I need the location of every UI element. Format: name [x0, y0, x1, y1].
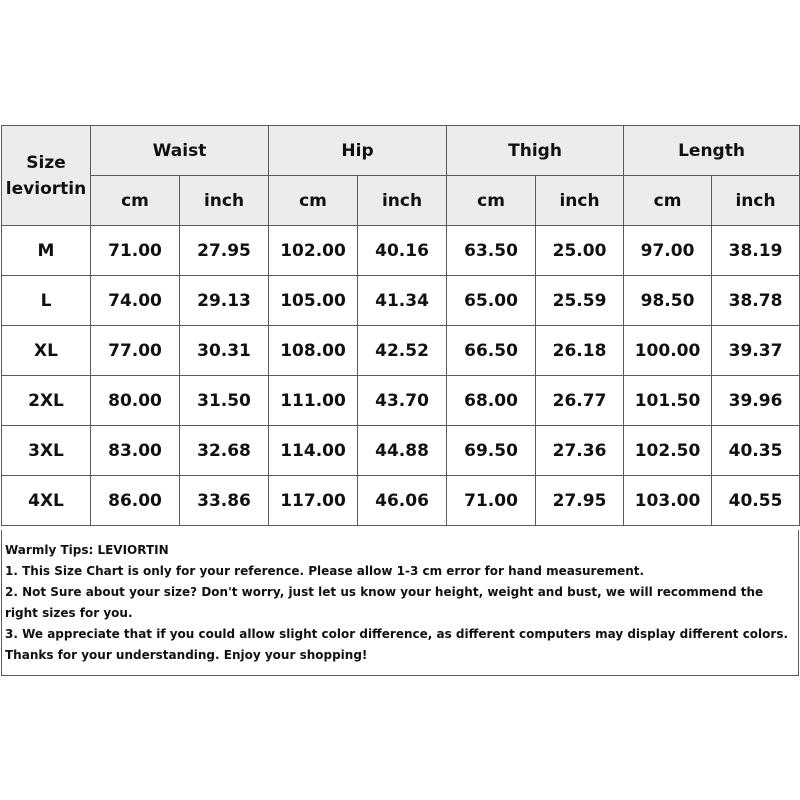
value-cell: 74.00 — [91, 276, 180, 326]
value-cell: 29.13 — [180, 276, 269, 326]
table-row — [2, 226, 800, 276]
value-cell: 40.35 — [712, 426, 800, 476]
unit-header-cell: cm — [624, 176, 712, 226]
value-cell: 44.88 — [358, 426, 447, 476]
value-cell: 86.00 — [91, 476, 180, 526]
value-cell: 33.86 — [180, 476, 269, 526]
table-row — [2, 426, 800, 476]
value-cell: 40.16 — [358, 226, 447, 276]
group-header-row — [2, 126, 800, 176]
tip-line: 1. This Size Chart is only for your reference. Please allow 1-3 cm error for hand measurement. — [5, 564, 645, 578]
unit-header-cell: inch — [712, 176, 800, 226]
size-chart-table — [1, 125, 800, 526]
table-row — [2, 376, 800, 426]
value-cell: 26.18 — [536, 326, 624, 376]
thigh-header: Thigh — [447, 126, 624, 176]
value-cell: 38.19 — [712, 226, 800, 276]
value-cell: 27.95 — [180, 226, 269, 276]
tips-title: Warmly Tips: LEVIORTIN — [5, 543, 169, 557]
value-cell: 27.36 — [536, 426, 624, 476]
value-cell: 39.37 — [712, 326, 800, 376]
size-header-label: Size — [26, 152, 66, 173]
value-cell: 65.00 — [447, 276, 536, 326]
value-cell: 46.06 — [358, 476, 447, 526]
value-cell: 117.00 — [269, 476, 358, 526]
value-cell: 25.59 — [536, 276, 624, 326]
value-cell: 105.00 — [269, 276, 358, 326]
value-cell: 66.50 — [447, 326, 536, 376]
value-cell: 25.00 — [536, 226, 624, 276]
value-cell: 100.00 — [624, 326, 712, 376]
size-cell: 2XL — [2, 376, 91, 426]
value-cell: 71.00 — [91, 226, 180, 276]
value-cell: 108.00 — [269, 326, 358, 376]
table-row — [2, 326, 800, 376]
hip-header: Hip — [269, 126, 447, 176]
value-cell: 101.50 — [624, 376, 712, 426]
size-cell: 4XL — [2, 476, 91, 526]
size-header-brand: leviortin — [5, 178, 87, 199]
waist-header: Waist — [91, 126, 269, 176]
unit-header-cell: inch — [180, 176, 269, 226]
unit-header-cell: cm — [447, 176, 536, 226]
size-cell: L — [2, 276, 91, 326]
table-row — [2, 276, 800, 326]
value-cell: 40.55 — [712, 476, 800, 526]
value-cell: 77.00 — [91, 326, 180, 376]
unit-header-cell: cm — [91, 176, 180, 226]
value-cell: 111.00 — [269, 376, 358, 426]
value-cell: 27.95 — [536, 476, 624, 526]
size-cell: M — [2, 226, 91, 276]
value-cell: 31.50 — [180, 376, 269, 426]
tip-line: 2. Not Sure about your size? Don't worry, just let us know your height, weight and bust, we will recommend the right sizes for you. — [5, 585, 764, 620]
value-cell: 71.00 — [447, 476, 536, 526]
value-cell: 98.50 — [624, 276, 712, 326]
value-cell: 42.52 — [358, 326, 447, 376]
value-cell: 102.00 — [269, 226, 358, 276]
value-cell: 114.00 — [269, 426, 358, 476]
tip-line: Thanks for your understanding. Enjoy your shopping! — [5, 648, 368, 662]
size-cell: 3XL — [2, 426, 91, 476]
value-cell: 26.77 — [536, 376, 624, 426]
value-cell: 102.50 — [624, 426, 712, 476]
value-cell: 83.00 — [91, 426, 180, 476]
value-cell: 103.00 — [624, 476, 712, 526]
size-header-cell — [2, 126, 91, 226]
table-row — [2, 476, 800, 526]
value-cell: 39.96 — [712, 376, 800, 426]
value-cell: 32.68 — [180, 426, 269, 476]
unit-header-cell: inch — [536, 176, 624, 226]
tip-line: 3. We appreciate that if you could allow slight color difference, as different computers may display different colors. — [5, 627, 789, 641]
value-cell: 63.50 — [447, 226, 536, 276]
warmly-tips-box — [1, 530, 799, 676]
value-cell: 68.00 — [447, 376, 536, 426]
size-cell: XL — [2, 326, 91, 376]
value-cell: 41.34 — [358, 276, 447, 326]
unit-header-row — [2, 176, 800, 226]
unit-header-cell: cm — [269, 176, 358, 226]
value-cell: 38.78 — [712, 276, 800, 326]
value-cell: 43.70 — [358, 376, 447, 426]
value-cell: 97.00 — [624, 226, 712, 276]
value-cell: 30.31 — [180, 326, 269, 376]
unit-header-cell: inch — [358, 176, 447, 226]
value-cell: 69.50 — [447, 426, 536, 476]
value-cell: 80.00 — [91, 376, 180, 426]
length-header: Length — [624, 126, 800, 176]
